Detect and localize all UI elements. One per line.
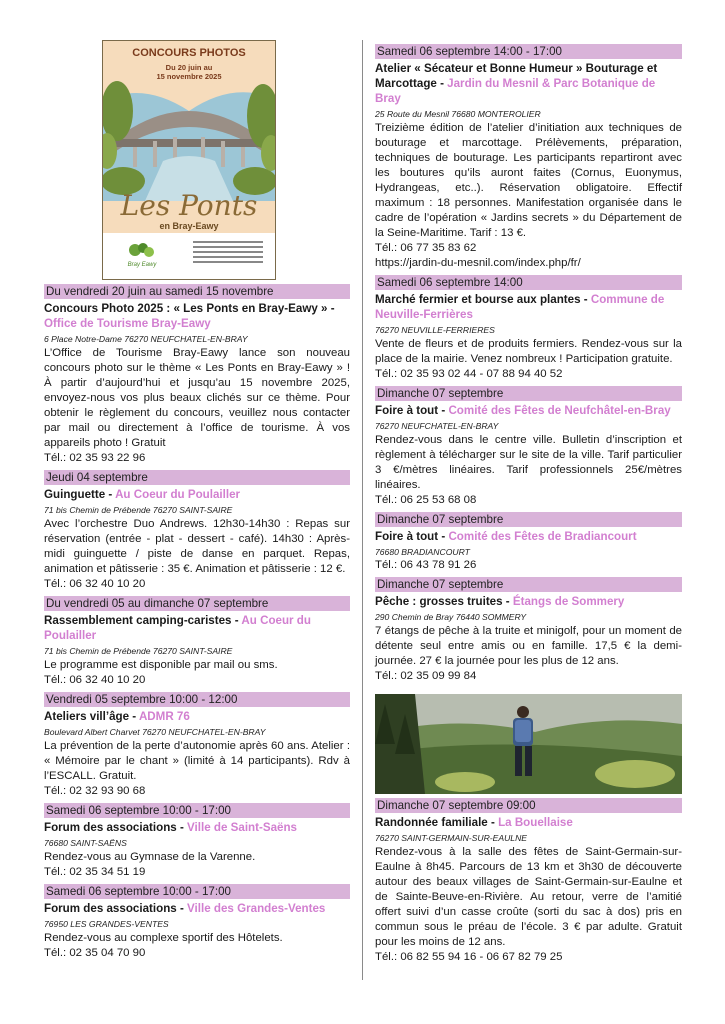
event-title-text: Foire à tout -	[375, 530, 449, 543]
event-date: Du vendredi 20 juin au samedi 15 novembre	[44, 284, 350, 299]
event-date: Samedi 06 septembre 10:00 - 17:00	[44, 803, 350, 818]
event-address: Boulevard Albert Charvet 76270 NEUFCHATEL-EN-BRAY	[44, 727, 266, 737]
right-column	[375, 40, 682, 965]
poster-logo-text: Bray Eawy	[127, 262, 157, 268]
right-event-list-bottom	[375, 798, 682, 965]
poster-dates-line2: 15 novembre 2025	[156, 72, 222, 81]
event-address: 76270 NEUVILLE-FERRIERES	[375, 325, 495, 335]
event-title	[44, 487, 350, 502]
event-address: 76680 BRADIANCOURT	[375, 547, 470, 557]
event-date: Dimanche 07 septembre	[375, 386, 682, 401]
event-phone: Tél.: 02 32 93 90 68	[44, 785, 146, 797]
event-title	[44, 301, 350, 331]
event-title	[375, 529, 682, 544]
column-divider	[362, 40, 363, 980]
event-organizer[interactable]: Office de Tourisme Bray-Eawy	[44, 317, 211, 330]
event-entry	[375, 44, 682, 271]
event-entry	[44, 692, 350, 799]
event-organizer[interactable]: Au Coeur du Poulailler	[115, 488, 241, 501]
event-description: Rendez-vous au complexe sportif des Hôtelets.	[44, 932, 283, 944]
event-date: Samedi 06 septembre 14:00 - 17:00	[375, 44, 682, 59]
event-description: Treizième édition de l’atelier d’initiation aux techniques de bouturage et marcottage. Prélèvements, préparation, techniques de bouturage. Les participants repartiront avec les boutures qu’ils auront faites (Cornus, Euonymus, Hydrangeas, etc..). Réservation obligatoire. Effectif maximum : 18 personnes. Manifestation organisée dans le cadre de l’opération « Jardins secrets » du Département de la Seine-Maritime. Tarif : 13 €.	[375, 122, 682, 239]
event-entry	[375, 275, 682, 382]
event-address: 76950 LES GRANDES-VENTES	[44, 919, 169, 929]
event-title	[44, 613, 350, 643]
event-title	[375, 292, 682, 322]
event-entry	[375, 798, 682, 965]
event-date: Samedi 06 septembre 10:00 - 17:00	[44, 884, 350, 899]
event-title-text: Concours Photo 2025 : « Les Ponts en Bray-Eawy » -	[44, 302, 335, 315]
event-description: Rendez-vous dans le centre ville. Bulletin d’inscription et règlement à télécharger sur le site de la ville. Tarif particulier 3 €/mètres linéaires. Tarif professionnels 25€/mètres linéaires.	[375, 434, 682, 491]
event-address: 76270 NEUFCHATEL-EN-BRAY	[375, 421, 499, 431]
left-event-list	[44, 284, 350, 961]
event-organizer[interactable]: Commune de Neuville-Ferrières	[375, 293, 665, 321]
event-title	[375, 403, 682, 418]
event-title-text: Guinguette -	[44, 488, 116, 501]
event-description: Avec l’orchestre Duo Andrews. 12h30-14h30 : Repas sur réservation (entrée - plat - dessert - café). 14h30 : Après-midi guinguette / piste de danse en parquet. Repas, animation et pâtisserie : 35 €. Animation et pâtisserie : 12 €.	[44, 518, 350, 575]
event-title-text: Atelier « Sécateur et Bonne Humeur » Bouturage et Marcottage -	[375, 62, 658, 90]
poster-big-title: Les Ponts	[120, 189, 258, 222]
event-entry	[44, 596, 350, 688]
event-date: Jeudi 04 septembre	[44, 470, 350, 485]
event-date: Vendredi 05 septembre 10:00 - 12:00	[44, 692, 350, 707]
event-entry	[375, 386, 682, 508]
event-entry	[44, 470, 350, 592]
event-title-text: Ateliers vill’âge -	[44, 710, 139, 723]
event-description: La prévention de la perte d’autonomie après 60 ans. Atelier : « Mémoire par le chant » (limité à 14 participants). Rdv à l’ESCALL. Gratuit.	[44, 740, 350, 782]
event-phone: Tél.: 06 82 55 94 16 - 06 67 82 79 25	[375, 951, 563, 963]
event-description: Vente de fleurs et de produits fermiers. Rendez-vous sur la place de la mairie. Venez nombreux ! Participation gratuite.	[375, 338, 682, 365]
event-phone: Tél.: 02 35 93 02 44 - 07 88 94 40 52	[375, 368, 563, 380]
event-title-text: Marché fermier et bourse aux plantes -	[375, 293, 591, 306]
hiker-photo	[375, 694, 682, 794]
event-organizer[interactable]: Ville de Saint-Saëns	[187, 821, 298, 834]
event-organizer[interactable]: Au Coeur du Poulailler	[44, 614, 311, 642]
event-title-text: Forum des associations -	[44, 821, 188, 834]
event-address: 25 Route du Mesnil 76680 MONTEROLIER	[375, 109, 541, 119]
event-phone: Tél.: 06 77 35 83 62	[375, 242, 477, 254]
event-title	[44, 901, 350, 916]
event-entry	[375, 577, 682, 684]
event-title-text: Rassemblement camping-caristes -	[44, 614, 242, 627]
event-address: 76270 SAINT-GERMAIN-SUR-EAULNE	[375, 833, 528, 843]
event-organizer[interactable]: Ville des Grandes-Ventes	[187, 902, 326, 915]
event-address: 76680 SAINT-SAËNS	[44, 838, 127, 848]
poster-small-print	[193, 241, 263, 271]
event-organizer[interactable]: ADMR 76	[138, 710, 190, 723]
event-organizer[interactable]: Comité des Fêtes de Neufchâtel-en-Bray	[448, 404, 671, 417]
event-description: 7 étangs de pêche à la truite et minigolf, pour un moment de détente seul entre amis ou en famille. 17,5 € la demi-journée. 27 € la journée pour les plus de 12 ans.	[375, 625, 682, 667]
poster-subtitle: en Bray-Eawy	[159, 221, 219, 231]
event-title-text: Forum des associations -	[44, 902, 188, 915]
right-event-list-top	[375, 44, 682, 684]
event-organizer[interactable]: Comité des Fêtes de Bradiancourt	[448, 530, 637, 543]
event-title	[44, 820, 350, 835]
event-entry	[44, 803, 350, 880]
event-phone: Tél.: 06 25 53 68 08	[375, 494, 477, 506]
event-description: L’Office de Tourisme Bray-Eawy lance son nouveau concours photo sur le thème « Les Ponts en Bray-Eawy » ! À partir d’aujourd’hui et jusqu’au 15 novembre 2025, envoyez-nous vos plus beaux clichés sur ce thème. Pour obtenir le règlement du concours, veuillez nous contacter par mail ou directement à l’office de tourisme. À vos appareils photo ! Gratuit	[44, 347, 350, 449]
event-entry	[44, 284, 350, 466]
event-date: Dimanche 07 septembre	[375, 577, 682, 592]
event-address: 71 bis Chemin de Prébende 76270 SAINT-SAIRE	[44, 646, 233, 656]
event-organizer[interactable]: Étangs de Sommery	[512, 595, 625, 608]
event-address: 290 Chemin de Bray 76440 SOMMERY	[375, 612, 527, 622]
event-organizer[interactable]: Jardin du Mesnil & Parc Botanique de Bray	[375, 77, 656, 105]
event-phone: Tél.: 06 43 78 91 26	[375, 559, 477, 571]
event-title-text: Pêche : grosses truites -	[375, 595, 513, 608]
event-phone: Tél.: 02 35 04 70 90	[44, 947, 146, 959]
event-address: 6 Place Notre-Dame 76270 NEUFCHATEL-EN-BRAY	[44, 334, 248, 344]
event-phone: Tél.: 06 32 40 10 20	[44, 674, 146, 686]
event-phone: Tél.: 02 35 34 51 19	[44, 866, 146, 878]
event-website-link[interactable]: https://jardin-du-mesnil.com/index.php/fr/	[375, 257, 581, 269]
event-phone: Tél.: 02 35 09 99 84	[375, 670, 477, 682]
event-title-text: Foire à tout -	[375, 404, 449, 417]
event-organizer[interactable]: La Bouellaise	[498, 816, 573, 829]
event-date: Dimanche 07 septembre 09:00	[375, 798, 682, 813]
hiking-image	[375, 694, 682, 794]
event-description: Rendez-vous à la salle des fêtes de Saint-Germain-sur-Eaulne à 8h45. Parcours de 13 km et 3h30 de découverte autour des beaux villages de Saint-Germain-sur-Eaulne et de Sainte-Beuve-en-Rivière. Au retour, verre de l’amitié offert suivi d’un casse croûte (sorti du sac à dos) pris en commun sous le préau de l’école. 3 € par adulte. Gratuit pour les moins de 12 ans.	[375, 846, 682, 948]
poster-title: CONCOURS PHOTOS	[132, 47, 246, 59]
event-date: Du vendredi 05 au dimanche 07 septembre	[44, 596, 350, 611]
poster-dates-line1: Du 20 juin au	[165, 63, 213, 72]
event-entry	[44, 884, 350, 961]
event-entry	[375, 512, 682, 573]
event-address: 71 bis Chemin de Prébende 76270 SAINT-SAIRE	[44, 505, 233, 515]
poster-footer	[103, 233, 275, 279]
event-date: Samedi 06 septembre 14:00	[375, 275, 682, 290]
event-title	[375, 594, 682, 609]
event-title-text: Randonnée familiale -	[375, 816, 499, 829]
event-title	[44, 709, 350, 724]
bray-eawy-logo-icon	[125, 241, 159, 269]
poster-dates	[103, 63, 275, 81]
event-phone: Tél.: 02 35 93 22 96	[44, 452, 146, 464]
event-phone: Tél.: 06 32 40 10 20	[44, 578, 146, 590]
event-title	[375, 61, 682, 106]
event-description: Le programme est disponible par mail ou sms.	[44, 659, 278, 671]
event-description: Rendez-vous au Gymnase de la Varenne.	[44, 851, 256, 863]
event-date: Dimanche 07 septembre	[375, 512, 682, 527]
contest-poster	[102, 40, 276, 280]
event-title	[375, 815, 682, 830]
left-column	[44, 40, 350, 961]
